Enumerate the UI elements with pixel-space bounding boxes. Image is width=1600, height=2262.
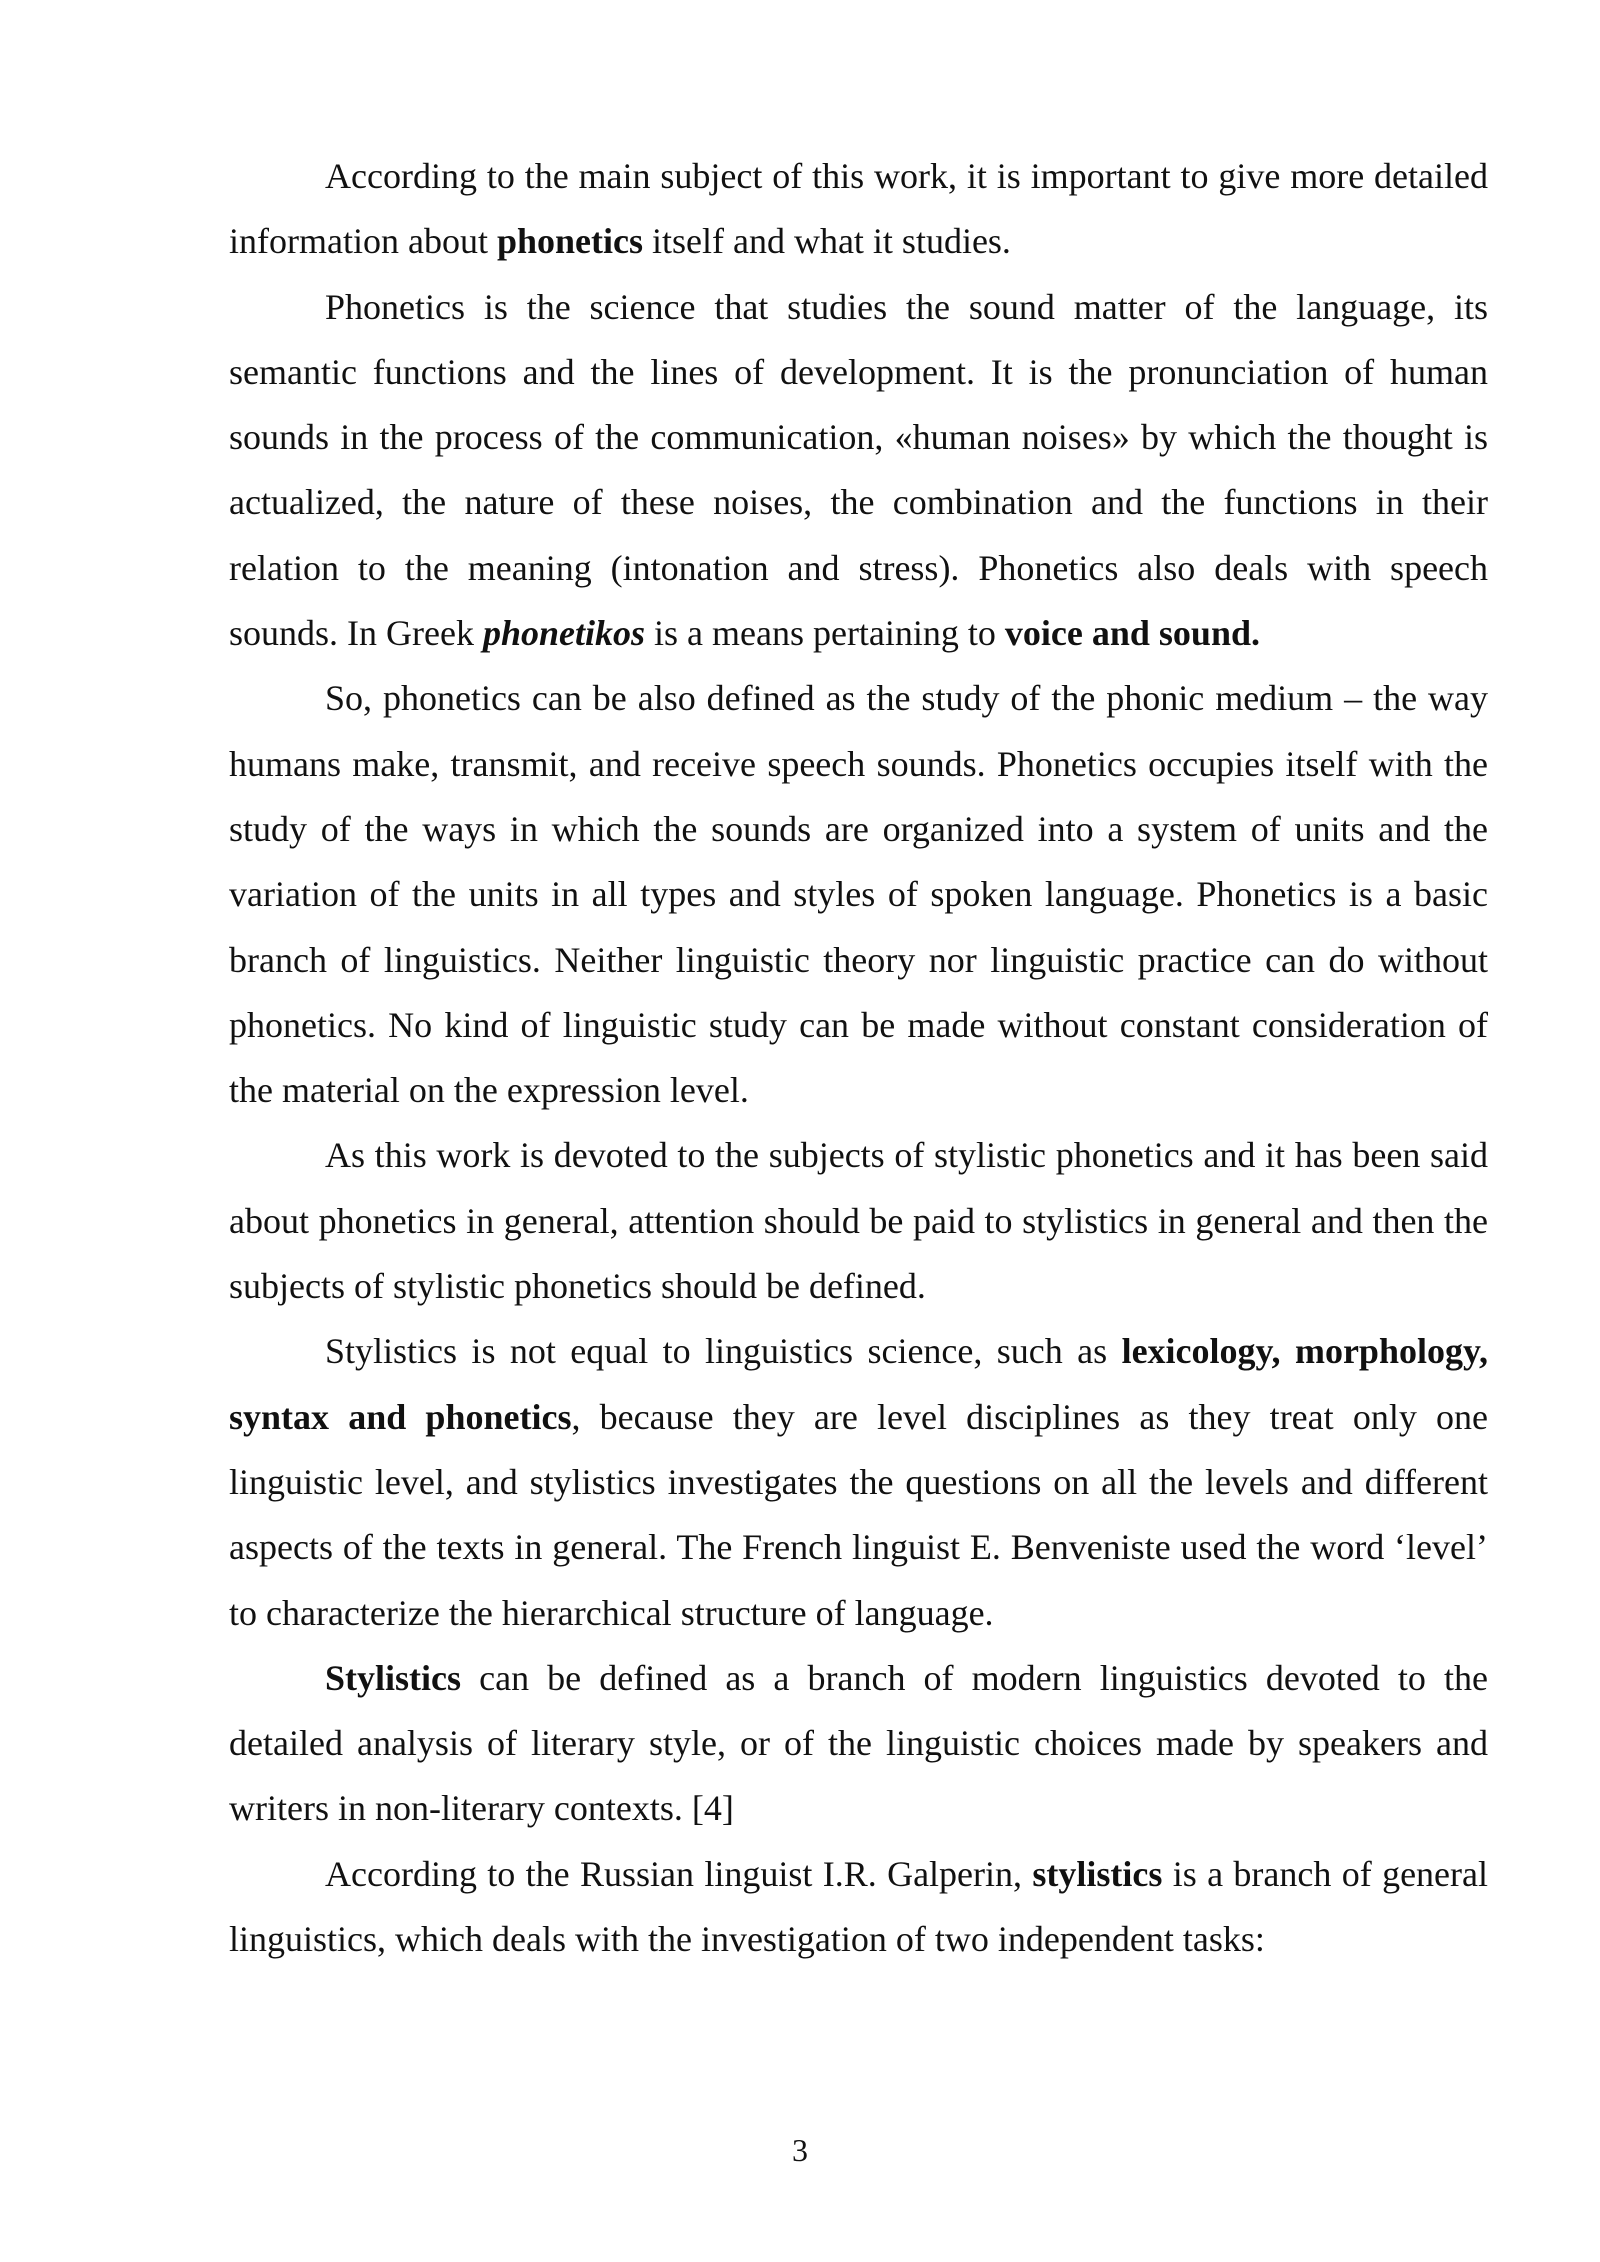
text-run: is a means pertaining to <box>645 613 1005 654</box>
text-run: can be defined as a branch of modern linguistics devoted to the detailed analysis of literary style, or of the linguistic choices made by speakers and writers in non-literary contexts. [4] <box>229 1657 1488 1829</box>
text-run: Stylistics is not equal to linguistics science, such as <box>325 1331 1122 1372</box>
paragraph <box>229 1842 1488 1973</box>
bold-term: phonetics <box>496 221 643 262</box>
paragraph <box>229 1646 1488 1842</box>
text-run: So, phonetics can be also defined as the study of the phonic medium – the way humans make, transmit, and receive speech sounds. Phonetics occupies itself with the study of the ways in which the sounds are organized into a system of units and the variation of the units in all types and styles of spoken language. Phonetics is a basic branch of linguistics. Neither linguistic theory nor linguistic practice can do without phonetics. No kind of linguistic study can be made without constant consideration of the material on the expression level. <box>229 678 1488 1111</box>
text-run: As this work is devoted to the subjects of stylistic phonetics and it has been said about phonetics in general, attention should be paid to stylistics in general and then the subjects of stylistic phonetics should be defined. <box>229 1135 1488 1307</box>
paragraph <box>229 666 1488 1123</box>
text-run: is a branch of general linguistics, which deals with the investigation of two independent tasks: <box>229 1853 1488 1960</box>
page-number: 3 <box>792 2132 808 2168</box>
paragraph <box>229 1319 1488 1645</box>
paragraph <box>229 1123 1488 1319</box>
bold-italic-term: phonetikos <box>482 613 645 654</box>
paragraph <box>229 144 1488 275</box>
paragraph <box>229 275 1488 667</box>
text-run: According to the main subject of this work, it is important to give more detailed information about <box>229 156 1488 262</box>
text-run: According to the Russian linguist I.R. Galperin, <box>325 1853 1033 1894</box>
body-text <box>229 144 1488 1972</box>
bold-term: lexicology, morphology, syntax and phonetics <box>229 1331 1488 1437</box>
bold-term: Stylistics <box>325 1657 462 1698</box>
text-run: Phonetics is the science that studies the sound matter of the language, its semantic functions and the lines of development. It is the pronunciation of human sounds in the process of the communication, «human noises» by which the thought is actualized, the nature of these noises, the combination and the functions in their relation to the meaning (intonation and stress). Phonetics also deals with speech sounds. In Greek <box>229 286 1488 654</box>
bold-term: stylistics <box>1032 1853 1163 1894</box>
bold-term: voice and sound. <box>1004 613 1260 654</box>
text-run: , because they are level disciplines as they treat only one linguistic level, and stylistics investigates the questions on all the levels and different aspects of the texts in general. The French linguist E. Benveniste used the word ‘level’ to characterize the hierarchical structure of language. <box>229 1396 1488 1633</box>
text-run: itself and what it studies. <box>642 221 1011 262</box>
